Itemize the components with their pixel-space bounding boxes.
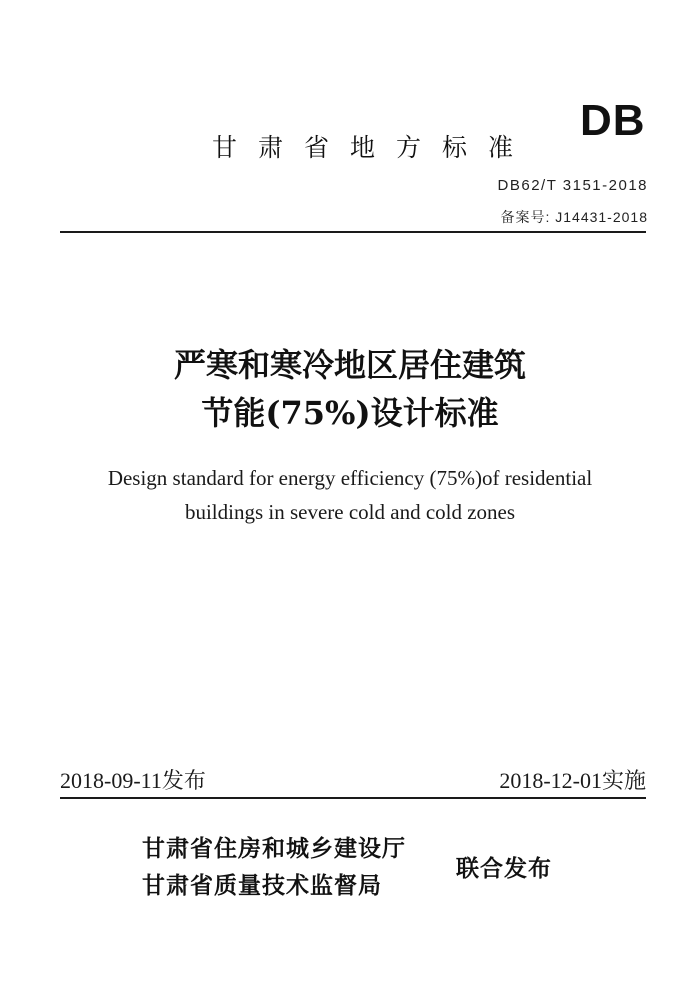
standard-category: 甘肃省地方标准 — [212, 133, 535, 162]
title-en-line1: Design standard for energy efficiency (75%)of residential — [107, 466, 593, 490]
filing-record — [500, 207, 648, 227]
title-zh-line2: 节能(75%)设计标准 — [201, 394, 499, 432]
header-divider — [60, 231, 646, 233]
issuer-quality-bureau: 甘肃省质量技术监督局 — [142, 873, 382, 899]
footer-divider — [60, 797, 646, 799]
implementation-date: 2018-12-01实施 — [499, 768, 646, 793]
db-mark: DB — [580, 96, 646, 145]
filing-number: J14431-2018 — [555, 209, 648, 225]
joint-issue-label: 联合发布 — [456, 856, 552, 882]
issue-date: 2018-09-11发布 — [60, 768, 206, 793]
standard-code: DB62/T 3151-2018 — [497, 177, 648, 194]
title-en-line2: buildings in severe cold and cold zones — [184, 500, 516, 524]
title-zh-line1: 严寒和寒冷地区居住建筑 — [173, 346, 526, 384]
filing-label: 备案号: — [500, 209, 551, 225]
issuer-construction-dept: 甘肃省住房和城乡建设厅 — [142, 836, 406, 862]
